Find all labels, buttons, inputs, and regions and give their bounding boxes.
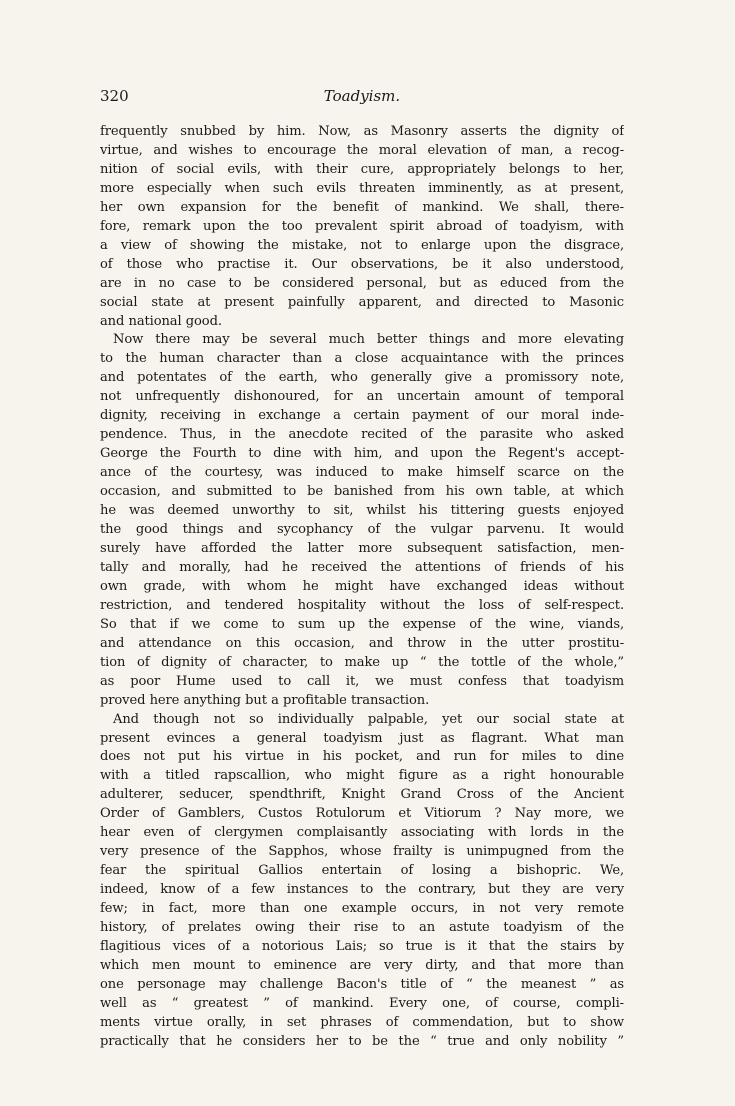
- text-line: ance of the courtesy, was induced to make himself scarce on the: [100, 465, 624, 481]
- text-line: restriction, and tendered hospitality without the loss of self-respect.: [100, 597, 624, 613]
- text-line: to the human character than a close acquaintance with the princes: [100, 351, 624, 367]
- text-line: and attendance on this occasion, and throw in the utter prostitu-: [100, 635, 624, 651]
- running-title: Toadyism.: [323, 87, 401, 105]
- text-line: occasion, and submitted to be banished from his own table, at which: [100, 484, 624, 500]
- text-line: as poor Hume used to call it, we must confess that toadyism: [100, 673, 624, 689]
- body-text: [100, 123, 624, 1052]
- text-line: tion of dignity of character, to make up “ the tottle of the whole,”: [100, 654, 624, 670]
- text-line: Now there may be several much better things and more elevating: [113, 332, 624, 348]
- book-page: [100, 87, 624, 1052]
- text-line: very presence of the Sapphos, whose frailty is unimpugned from the: [100, 844, 624, 860]
- text-line: fore, remark upon the too prevalent spirit abroad of toadyism, with: [100, 218, 624, 234]
- text-line: frequently snubbed by him. Now, as Masonry asserts the dignity of: [100, 124, 624, 139]
- text-line: tally and morally, had he received the attentions of friends of his: [100, 559, 624, 575]
- text-line: present evinces a general toadyism just as flagrant. What man: [100, 730, 624, 746]
- text-line: social state at present painfully apparent, and directed to Masonic: [100, 294, 624, 310]
- text-line: of those who practise it. Our observations, be it also understood,: [100, 256, 624, 272]
- text-line: surely have afforded the latter more subsequent satisfaction, men-: [100, 540, 624, 556]
- text-line: ments virtue orally, in set phrases of commendation, but to show: [100, 1014, 624, 1030]
- text-line: Order of Gamblers, Custos Rotulorum et Vitiorum ? Nay more, we: [100, 806, 624, 822]
- text-line: pendence. Thus, in the anecdote recited of the parasite who asked: [100, 427, 624, 443]
- text-line: fear the spiritual Gallios entertain of losing a bishopric. We,: [100, 863, 624, 879]
- text-line: adulterer, seducer, spendthrift, Knight Grand Cross of the Ancient: [100, 787, 624, 803]
- text-line: flagitious vices of a notorious Lais; so true is it that the stairs by: [100, 938, 624, 954]
- text-line: and potentates of the earth, who generally give a promissory note,: [100, 370, 624, 386]
- text-line: So that if we come to sum up the expense of the wine, viands,: [100, 616, 624, 632]
- text-line: well as “ greatest ” of mankind. Every one, of course, compli-: [100, 995, 624, 1011]
- text-line: few; in fact, more than one example occurs, in not very remote: [100, 901, 624, 917]
- text-line: history, of prelates owing their rise to an astute toadyism of the: [100, 920, 624, 936]
- text-line: indeed, know of a few instances to the contrary, but they are very: [100, 882, 624, 898]
- text-line: with a titled rapscallion, who might figure as a right honourable: [100, 768, 624, 784]
- page-number: 320: [100, 87, 129, 105]
- running-head: [100, 87, 624, 111]
- text-line: nition of social evils, with their cure, appropriately belongs to her,: [100, 161, 624, 177]
- text-line: he was deemed unworthy to sit, whilst his tittering guests enjoyed: [100, 503, 624, 519]
- text-line: more especially when such evils threaten imminently, as at present,: [100, 180, 624, 196]
- text-line: which men mount to eminence are very dirty, and that more than: [100, 957, 624, 973]
- text-line: not unfrequently dishonoured, for an uncertain amount of temporal: [100, 389, 624, 405]
- text-line: hear even of clergymen complaisantly associating with lords in the: [100, 825, 624, 841]
- text-line: does not put his virtue in his pocket, and run for miles to dine: [100, 749, 624, 765]
- text-line: proved here anything but a profitable transaction.: [100, 692, 430, 708]
- text-line: and national good.: [100, 313, 222, 329]
- text-line: practically that he considers her to be the “ true and only nobility ”: [100, 1033, 624, 1049]
- text-line: George the Fourth to dine with him, and upon the Regent's accept-: [100, 446, 624, 462]
- text-line: the good things and sycophancy of the vulgar parvenu. It would: [100, 522, 624, 538]
- text-line: own grade, with whom he might have exchanged ideas without: [100, 578, 624, 594]
- text-line: her own expansion for the benefit of mankind. We shall, there-: [100, 199, 624, 215]
- text-line: And though not so individually palpable, yet our social state at: [113, 711, 624, 727]
- text-line: are in no case to be considered personal, but as educed from the: [100, 275, 624, 291]
- text-line: one personage may challenge Bacon's title of “ the meanest ” as: [100, 976, 624, 992]
- text-line: a view of showing the mistake, not to enlarge upon the disgrace,: [100, 237, 624, 253]
- text-line: virtue, and wishes to encourage the moral elevation of man, a recog-: [100, 142, 624, 158]
- text-line: dignity, receiving in exchange a certain payment of our moral inde-: [100, 408, 624, 424]
